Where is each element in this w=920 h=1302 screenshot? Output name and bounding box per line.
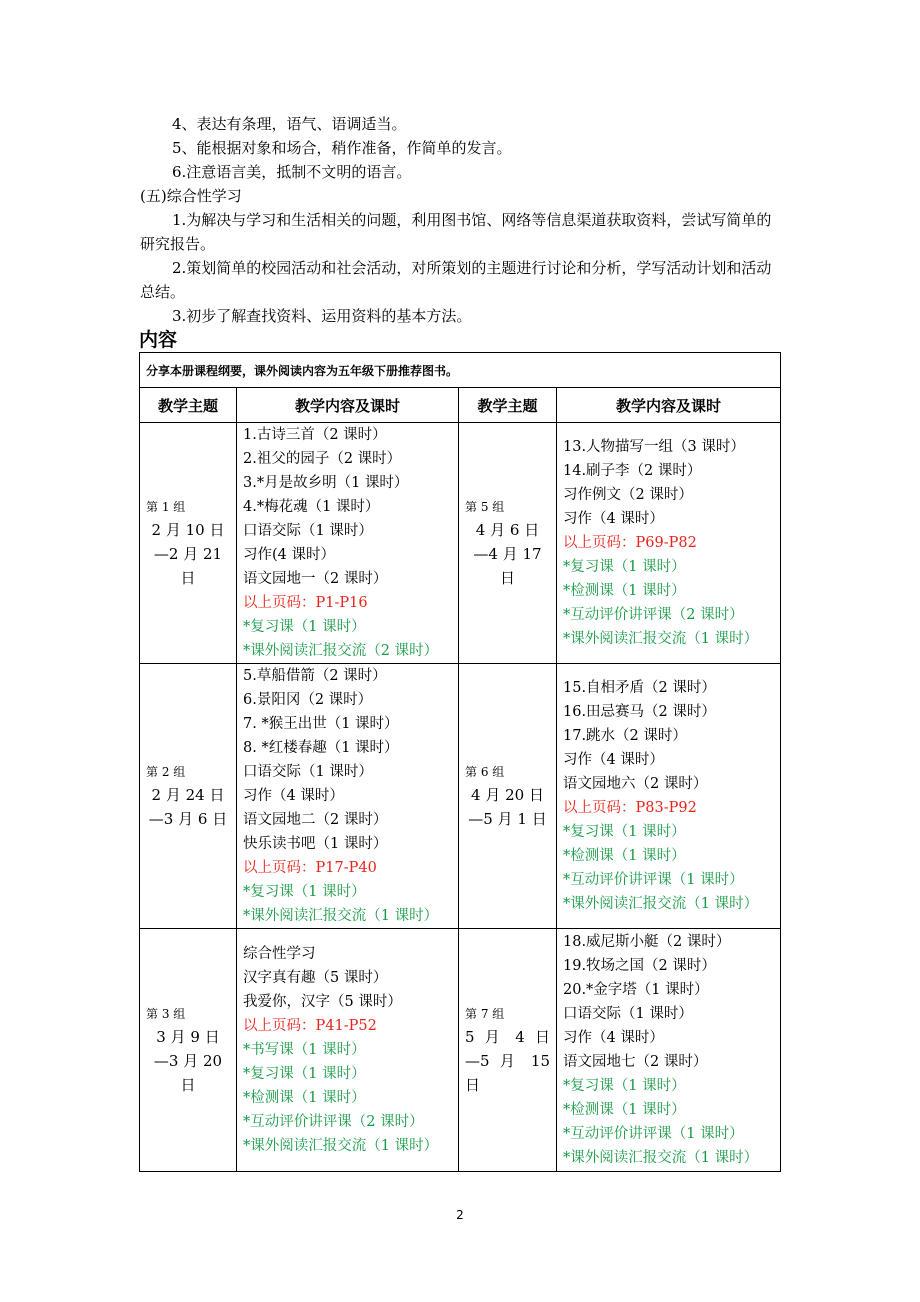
lesson-line: 3.*月是故乡明（1 课时） xyxy=(243,475,409,491)
intro-line: 6.注意语言美，抵制不文明的语言。 xyxy=(172,163,412,181)
extra-lesson: *书写课（1 课时） xyxy=(243,1042,366,1058)
group-name: 第 1 组 xyxy=(146,500,186,514)
column-header: 教学内容及课时 xyxy=(557,388,781,423)
lesson-line: 习作（4 课时） xyxy=(563,511,664,527)
page-reference: 以上页码：P41-P52 xyxy=(243,1018,377,1034)
extra-lesson: *复习课（1 课时） xyxy=(243,884,366,900)
column-header: 教学内容及课时 xyxy=(237,388,459,423)
content-cell xyxy=(557,664,781,929)
extra-lesson: *互动评价讲评课（1 课时） xyxy=(563,1126,744,1142)
lesson-line: 我爱你，汉字（5 课时） xyxy=(243,994,402,1010)
group-cell xyxy=(140,929,237,1172)
lesson-line: 20.*金字塔（1 课时） xyxy=(563,982,709,998)
lesson-line: 语文园地六（2 课时） xyxy=(563,776,708,792)
intro-item: 3.初步了解查找资料、运用资料的基本方法。 xyxy=(172,307,472,325)
extra-lesson: *互动评价讲评课（2 课时） xyxy=(563,607,744,623)
page-reference: 以上页码：P1-P16 xyxy=(243,595,368,611)
column-header: 教学主题 xyxy=(459,388,557,423)
page-reference: 以上页码：P69-P82 xyxy=(563,535,697,551)
extra-lesson: *互动评价讲评课（1 课时） xyxy=(563,872,744,888)
content-cell xyxy=(557,929,781,1172)
extra-lesson: *互动评价讲评课（2 课时） xyxy=(243,1114,424,1130)
column-header: 教学主题 xyxy=(140,388,237,423)
content-cell xyxy=(237,929,459,1172)
content-heading: 内容 xyxy=(139,329,178,351)
extra-lesson: *复习课（1 课时） xyxy=(563,559,686,575)
group-name: 第 7 组 xyxy=(465,1007,505,1021)
group-name: 第 3 组 xyxy=(146,1007,186,1021)
lesson-line: 汉字真有趣（5 课时） xyxy=(243,970,388,986)
lesson-line: 14.刷子李（2 课时） xyxy=(563,463,702,479)
table-row xyxy=(140,423,781,664)
lesson-line: 18.威尼斯小艇（2 课时） xyxy=(563,934,731,950)
extra-lesson: *课外阅读汇报交流（1 课时） xyxy=(563,631,759,647)
lesson-line: 19.牧场之国（2 课时） xyxy=(563,958,716,974)
group-name: 第 5 组 xyxy=(465,500,505,514)
group-date: —2 月 21 xyxy=(153,545,223,563)
content-cell xyxy=(237,423,459,664)
lesson-line: 语文园地二（2 课时） xyxy=(243,812,388,828)
table-row xyxy=(140,929,781,1172)
lesson-line: 口语交际（1 课时） xyxy=(563,1006,693,1022)
table-row xyxy=(140,664,781,929)
table-notice: 分享本册课程纲要，课外阅读内容为五年级下册推荐图书。 xyxy=(140,353,781,388)
course-table xyxy=(139,352,781,1172)
lesson-line: 8. *红楼春趣（1 课时） xyxy=(243,740,399,756)
lesson-line: 语文园地七（2 课时） xyxy=(563,1054,708,1070)
lesson-line: 习作例文（2 课时） xyxy=(563,487,693,503)
group-date: 5 月 4 日 xyxy=(465,1028,550,1046)
group-name: 第 6 组 xyxy=(465,765,505,779)
lesson-line: 习作（4 课时） xyxy=(563,1030,664,1046)
group-name: 第 2 组 xyxy=(146,765,186,779)
extra-lesson: *课外阅读汇报交流（1 课时） xyxy=(563,1150,759,1166)
lesson-line: 17.跳水（2 课时） xyxy=(563,728,687,744)
content-cell xyxy=(237,664,459,929)
intro-line: 4、表达有条理，语气、语调适当。 xyxy=(172,115,407,133)
page-reference: 以上页码：P83-P92 xyxy=(563,800,697,816)
extra-lesson: *检测课（1 课时） xyxy=(563,583,686,599)
extra-lesson: *检测课（1 课时） xyxy=(243,1090,366,1106)
extra-lesson: *复习课（1 课时） xyxy=(243,619,366,635)
extra-lesson: *复习课（1 课时） xyxy=(563,1078,686,1094)
lesson-line: 习作（4 课时） xyxy=(243,788,344,804)
intro-item: 2.策划简单的校园活动和社会活动，对所策划的主题进行讨论和分析，学写活动计划和活动总结。 xyxy=(140,259,772,301)
group-cell xyxy=(459,664,557,929)
group-date: —3 月 20 xyxy=(153,1052,223,1070)
extra-lesson: *课外阅读汇报交流（2 课时） xyxy=(243,643,439,659)
lesson-line: 1.古诗三首（2 课时） xyxy=(243,427,387,443)
lesson-line: 5.草船借箭（2 课时） xyxy=(243,668,387,684)
intro-line: 5、能根据对象和场合，稍作准备，作简单的发言。 xyxy=(172,139,512,157)
group-cell xyxy=(140,423,237,664)
lesson-line: 4.*梅花魂（1 课时） xyxy=(243,499,380,515)
extra-lesson: *检测课（1 课时） xyxy=(563,1102,686,1118)
extra-lesson: *课外阅读汇报交流（1 课时） xyxy=(243,1138,439,1154)
group-cell xyxy=(459,423,557,664)
group-date: 日 xyxy=(499,569,515,587)
extra-lesson: *检测课（1 课时） xyxy=(563,848,686,864)
extra-lesson: *课外阅读汇报交流（1 课时） xyxy=(563,896,759,912)
lesson-line: 综合性学习 xyxy=(243,946,316,962)
extra-lesson: *课外阅读汇报交流（1 课时） xyxy=(243,908,439,924)
lesson-line: 2.祖父的园子（2 课时） xyxy=(243,451,402,467)
group-date: 2 月 10 日 xyxy=(151,521,225,539)
lesson-line: 习作（4 课时） xyxy=(563,752,664,768)
page-reference: 以上页码：P17-P40 xyxy=(243,860,377,876)
lesson-line: 口语交际（1 课时） xyxy=(243,523,373,539)
group-date: 4 月 20 日 xyxy=(471,786,544,804)
group-cell xyxy=(140,664,237,929)
group-date: —5 月 15 xyxy=(465,1052,550,1070)
group-date: 日 xyxy=(180,1076,196,1094)
notice-row xyxy=(140,353,781,388)
group-date: 2 月 24 日 xyxy=(151,786,225,804)
group-date: 3 月 9 日 xyxy=(156,1028,220,1046)
group-date: —3 月 6 日 xyxy=(148,810,228,828)
extra-lesson: *复习课（1 课时） xyxy=(563,824,686,840)
intro-text xyxy=(140,112,782,328)
lesson-line: 快乐读书吧（1 课时） xyxy=(243,836,388,852)
group-cell xyxy=(459,929,557,1172)
lesson-line: 习作(4 课时） xyxy=(243,547,335,563)
lesson-line: 口语交际（1 课时） xyxy=(243,764,373,780)
header-row xyxy=(140,388,781,423)
lesson-line: 13.人物描写一组（3 课时） xyxy=(563,439,745,455)
section-title: (五)综合性学习 xyxy=(140,187,242,205)
lesson-line: 语文园地一（2 课时） xyxy=(243,571,388,587)
group-date: 日 xyxy=(465,1076,481,1094)
content-cell xyxy=(557,423,781,664)
lesson-line: 15.自相矛盾（2 课时） xyxy=(563,680,716,696)
group-date: 4 月 6 日 xyxy=(475,521,540,539)
page-number: 2 xyxy=(456,1208,464,1222)
group-date: 日 xyxy=(180,569,196,587)
intro-item: 1.为解决与学习和生活相关的问题，利用图书馆、网络等信息渠道获取资料，尝试写简单的研究报告。 xyxy=(140,211,772,253)
extra-lesson: *复习课（1 课时） xyxy=(243,1066,366,1082)
lesson-line: 7. *猴王出世（1 课时） xyxy=(243,716,399,732)
lesson-line: 6.景阳冈（2 课时） xyxy=(243,692,373,708)
lesson-line: 16.田忌赛马（2 课时） xyxy=(563,704,716,720)
group-date: —5 月 1 日 xyxy=(468,810,547,828)
group-date: —4 月 17 xyxy=(473,545,542,563)
